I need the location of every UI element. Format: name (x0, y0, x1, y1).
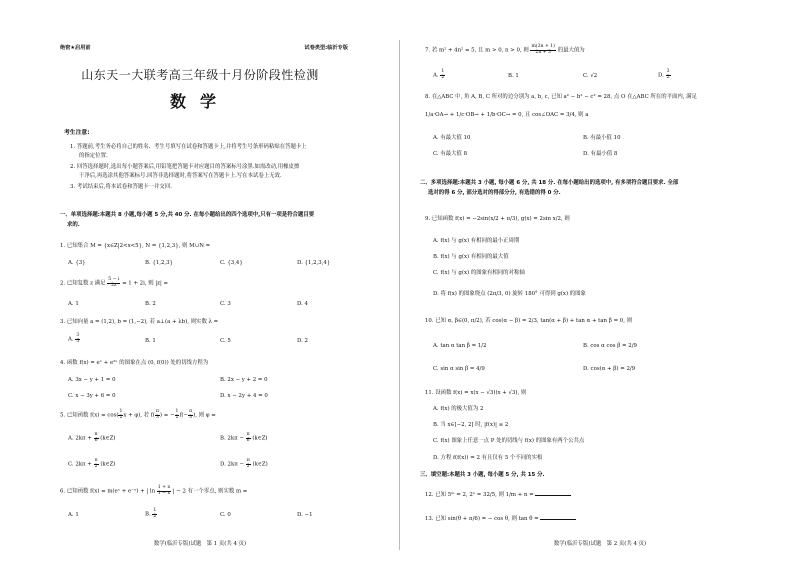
q5-d-num: π (246, 458, 250, 463)
q5-c-pre: C. 2kπ + (68, 461, 92, 468)
q11-option-c: C. f(x) 图象上任意一点 P 处的切线与 f(x) 的图象有两个公共点 (433, 438, 585, 444)
q9-option-a: A. f(x) 与 g(x) 有相同的最小正周期 (433, 238, 520, 244)
q7-a-num: 1 (441, 69, 445, 74)
q2-fraction (107, 278, 120, 288)
q6-b-fraction (152, 509, 157, 519)
q3-a-numerator: 3 (76, 333, 80, 338)
q5-a-num: π (94, 432, 98, 437)
q5-a-den: 6 (94, 437, 98, 443)
q5-c-post: (k∈Z) (100, 461, 116, 468)
q11-option-b: B. 当 x∈[−2, 2] 时, |f(x)| ≤ 2 (433, 422, 509, 428)
q9-option-d: D. 将 f(x) 的图象绕点 (2π/3, 0) 旋转 180° 可得到 g(x) 的图象 (433, 291, 586, 297)
q1-stem: 1. 已知集合 M = {x∈Z|2<x<5}, N = {1,2,3}, 则 M∪N = (60, 243, 211, 249)
exam-title: 山东天一大联考高三年级十月份阶段性检测 (81, 68, 319, 82)
q7-a-den: 2 (441, 74, 445, 80)
section2-header: 二、多项选择题:本题共 3 小题, 每小题 6 分, 共 18 分. 在每小题给出的选项中, 有多项符合题目要求. 全部 (420, 180, 679, 186)
notice-title: 考生注意: (64, 130, 90, 136)
q7-stem-post: 的最大值为 (557, 47, 585, 54)
q5-d4: 3 (189, 414, 193, 420)
q5-d2: 3 (155, 414, 159, 420)
section2-header-cont: 选对的得 6 分, 部分选对的得部分分, 有选错的得 0 分. (428, 190, 561, 196)
q5-stem-part: ) = − (159, 412, 175, 419)
q6-option-d: D. −1 (297, 512, 313, 518)
page-1-footer: 数学(临沂专版)试题 第 1 页(共 4 页) (153, 541, 247, 547)
q13-answer-blank[interactable] (540, 514, 576, 520)
notice-line: 2. 回答选择题时,选出每小题答案后,用铅笔把答题卡对应题目的答案标号涂黑.如需改动,用橡皮擦 (70, 164, 300, 170)
q9-option-b: B. f(x) 与 g(x) 有相同的最大值 (433, 254, 509, 260)
q6-option-c: C. 0 (220, 512, 231, 518)
q3-option-a (68, 334, 80, 344)
q11-stem: 11. 设函数 f(x) = x(x − √3)(x + √3), 则 (425, 390, 527, 396)
q7-stem-pre: 7. 若 m² + 4n² = 5, 且 m > 0, n > 0, 则 (425, 47, 529, 54)
q1-option-c: C. {3,4} (220, 260, 243, 266)
q6-option-b (145, 509, 157, 519)
q5-stem-part: ), 则 φ = (193, 412, 216, 419)
q3-a-denominator: 5 (76, 338, 80, 344)
notice-line: 3. 考试结束后,将本试卷和答题卡一并交回. (70, 184, 172, 190)
q2-stem (60, 278, 168, 288)
q8-stem: 8. 在△ABC 中, 角 A, B, C 所对的边分别为 a, b, c, 已知 a² − b² − c² = 28, 点 O 在△ABC 所在的平面内, 满足 (425, 94, 697, 100)
q8-option-b: B. 有最小值 10 (583, 135, 621, 141)
q5-stem-part: f(− (179, 412, 189, 419)
q5-option-d (220, 459, 268, 469)
q3-option-d: D. 2 (297, 338, 308, 344)
q5-stem (60, 410, 216, 420)
q5-c-fraction (94, 459, 99, 469)
q1-option-d: D. {1,2,3,4} (297, 260, 331, 266)
q3-option-a-fraction (75, 334, 80, 344)
q5-n1: 1 (119, 409, 123, 414)
q7-d-den: 2 (666, 74, 670, 80)
q1-option-b: B. {1,2,3} (145, 260, 173, 266)
q2-option-c: C. 3 (220, 301, 231, 307)
q6-option-a: A. 1 (68, 512, 79, 518)
q7-d-fraction (666, 70, 671, 80)
q3-option-c: C. 5 (220, 338, 231, 344)
q5-d-fraction (246, 459, 251, 469)
q7-fraction (530, 45, 556, 55)
q8-option-c: C. 有最大值 8 (433, 151, 468, 157)
q2-denominator: 2z (111, 282, 117, 288)
q7-option-a (433, 70, 445, 80)
q5-n2: π (155, 409, 159, 414)
q6-stem (60, 486, 247, 496)
q4-option-b: B. 2x − y + 2 = 0 (220, 377, 268, 383)
q5-option-b (220, 433, 268, 443)
q10-stem: 10. 已知 α, β∈(0, π/2), 若 cos(α − β) = 2/3, tan(α + β) + tan α + tan β = 0, 则 (425, 318, 633, 324)
q5-d-pre: D. 2kπ − (220, 461, 245, 468)
q11-option-d: D. 方程 f(f(x)) = 2 有且仅有 5 个不同的实根 (433, 455, 543, 461)
q2-stem-pre: 2. 已知复数 z 满足 (60, 280, 106, 287)
q5-d1: 2 (119, 414, 123, 420)
q5-option-c (68, 459, 116, 469)
notice-line: 1. 答题前,考生务必将自己的姓名、考生号填写在试卷和答题卡上,并将考生号条形码粘贴在答题卡上 (70, 144, 307, 150)
q5-b-pre: B. 2kπ − (220, 435, 244, 442)
q5-n4: π (189, 409, 193, 414)
page-2 (400, 0, 800, 579)
q6-den: 1 − x (157, 490, 171, 496)
q5-n3: 1 (175, 409, 179, 414)
q7-a-fraction (440, 70, 445, 80)
q7-a-pre: A. (433, 72, 439, 79)
q12-answer-blank[interactable] (535, 490, 571, 496)
q5-b-num: π (246, 432, 250, 437)
q7-d-num: 3 (666, 69, 670, 74)
q2-option-d: D. 4 (297, 301, 308, 307)
section3-header: 三、填空题:本题共 3 小题, 每小题 5 分, 共 15 分. (420, 472, 545, 478)
q6-b-pre: B. (145, 511, 151, 518)
q8-option-d: D. 有最小值 8 (583, 151, 618, 157)
q5-a-pre: A. 2kπ + (68, 435, 92, 442)
q6-num: 1 + x (157, 485, 171, 490)
q8-stem-line2: 1/a·OA→ + 1/c·OB→ + 1/b·OC→ = 0, 且 cos∠OAC = 3/4, 则 a (425, 112, 589, 118)
q7-option-c: C. √2 (583, 73, 598, 79)
q13-text: 13. 已知 sin(θ + π/6) = − cos θ, 则 tan θ = (425, 516, 539, 522)
q7-option-b: B. 1 (508, 73, 519, 79)
confidential-label: 绝密★启用前 (60, 45, 91, 51)
q2-option-b: B. 2 (145, 301, 156, 307)
q10-option-a: A. tan α tan β = 1/2 (433, 343, 487, 349)
q4-option-a: A. 3x − y + 1 = 0 (68, 377, 116, 383)
q4-option-d: D. x − 2y + 4 = 0 (220, 393, 268, 399)
q3-option-b: B. 1 (145, 338, 156, 344)
page-2-footer: 数学(临沂专版)试题 第 2 页(共 4 页) (553, 541, 647, 547)
q5-d-post: (k∈Z) (252, 461, 268, 468)
q6-b-num: 1 (153, 508, 157, 513)
q5-c-den: 2 (94, 463, 98, 469)
q7-stem (425, 45, 585, 55)
q3-stem: 3. 已知向量 a = (1,2), b = (1,−2), 若 a⊥(a + λb), 则实数 λ = (60, 319, 219, 325)
notice-line: 的指定位置. (79, 153, 108, 159)
q8-option-a: A. 有最大值 10 (433, 135, 471, 141)
q11-option-a: A. f(x) 的极大值为 2 (433, 406, 484, 412)
q10-option-c: C. sin α sin β = 4/9 (433, 366, 485, 372)
q7-option-d (658, 70, 671, 80)
q6-stem-pre: 6. 已知函数 f(x) = m(eˣ + e⁻ˣ) + | ln (60, 488, 156, 495)
q2-option-a: A. 1 (68, 301, 79, 307)
q10-option-b: B. cos α cos β = 2/9 (583, 343, 637, 349)
q6-b-den: 2 (153, 513, 157, 519)
q9-stem: 9. 已知函数 f(x) = −2sin(x/2 + π/3), g(x) = 2sin x/2, 则 (425, 216, 570, 222)
q2-stem-post: = 1 + 2i, 则 |z| = (122, 280, 169, 287)
section1-header: 一、单项选择题:本题共 8 小题,每小题 5 分,共 40 分. 在每小题给出的四个选项中,只有一项是符合题目要 (60, 212, 315, 218)
q5-b-fraction (246, 433, 251, 443)
q5-stem-part: x + φ), 若 f( (123, 412, 155, 419)
q12-text: 12. 已知 5ᵐ = 2, 2ⁿ = 32/5, 则 1/m + n = (425, 492, 534, 498)
q4-stem: 4. 函数 f(x) = eˣ + e²ˣ 的图象在点 (0, f(0)) 处的切线方程为 (60, 360, 209, 366)
q3-option-a-label: A. (68, 336, 74, 343)
q12-stem (425, 490, 571, 499)
q5-d-den: 2 (246, 463, 250, 469)
paper-type-label: 试卷类型:临沂专版 (304, 45, 348, 51)
notice-line: 干净后,再选涂其他答案标号.回答非选择题时,将答案写在答题卡上.写在本试卷上无效. (79, 173, 282, 179)
q10-option-d: D. cos(α + β) = 2/9 (583, 366, 636, 372)
q13-stem (425, 514, 576, 523)
q7-num: m(2n + 1) (531, 44, 555, 49)
q2-numerator: 5 − i (108, 277, 120, 282)
q5-b-post: (k∈Z) (252, 435, 268, 442)
q7-d-pre: D. (658, 72, 664, 79)
q5-a-fraction (94, 433, 99, 443)
subject-title: 数学 (169, 92, 230, 111)
q4-option-c: C. x − 3y + 6 = 0 (68, 393, 116, 399)
q6-stem-post: | − 2 有一个零点, 则实数 m = (172, 488, 248, 495)
q9-option-c: C. f(x) 与 g(x) 的图象有相同的对称轴 (433, 270, 525, 276)
q5-c-num: π (94, 458, 98, 463)
q6-fraction (157, 486, 171, 496)
q5-option-a (68, 433, 115, 443)
section1-header-cont: 求的. (67, 222, 80, 228)
q7-den: 2n + 3 (535, 49, 551, 55)
q5-d3: 2 (175, 414, 179, 420)
q5-stem-part: 5. 已知函数 f(x) = cos( (60, 412, 119, 419)
q5-b-den: 6 (246, 437, 250, 443)
q1-option-a: A. {3} (68, 260, 86, 266)
q5-a-post: (k∈Z) (100, 435, 116, 442)
